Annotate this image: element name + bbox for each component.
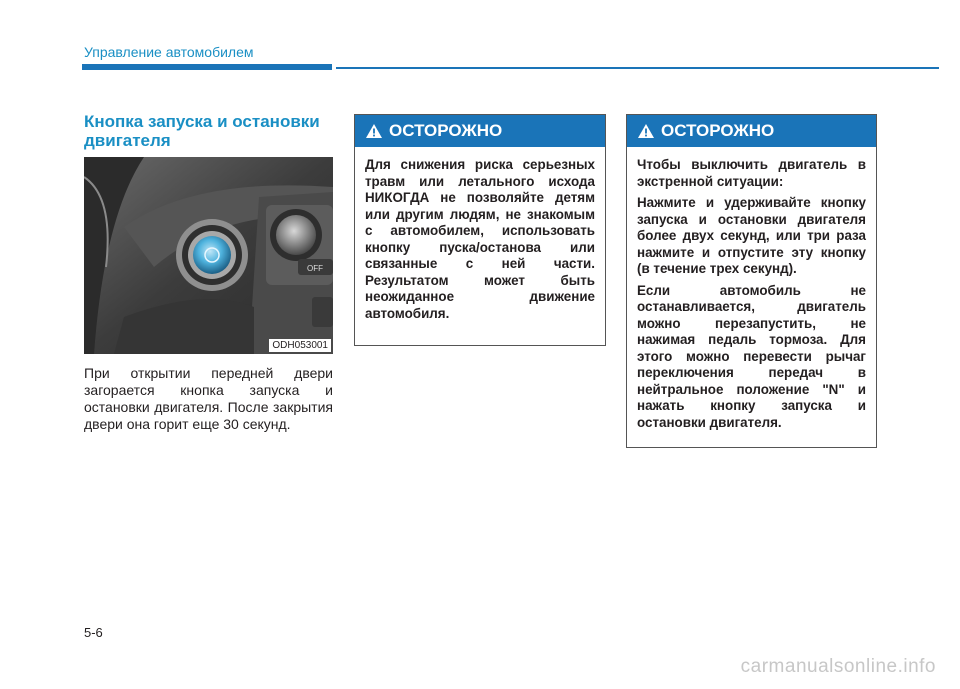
warning-header — [355, 115, 605, 147]
warning-paragraph: Для снижения риска серьезных травм или летального исхода НИКОГДА не позволяйте детям или другим людям, не знакомым с автомобилем, использовать кнопку пуска/останова или связанные с ней части. Результатом может быть неожиданное движение автомобиля. — [365, 157, 595, 321]
warning-body — [355, 147, 605, 330]
page-number: 5-6 — [84, 625, 103, 640]
warning-box-children — [354, 114, 606, 346]
chapter-title: Управление автомобилем — [84, 44, 254, 60]
warning-triangle-icon — [637, 123, 655, 139]
warning-title: ОСТОРОЖНО — [389, 121, 503, 140]
warning-title: ОСТОРОЖНО — [661, 121, 775, 140]
warning-triangle-icon — [365, 123, 383, 139]
section-body-text: При открытии передней двери загорается кнопка запуска и остановки двигателя. После закрытия двери она горит еще 30 секунд. — [84, 365, 333, 432]
header-rule-thick — [82, 64, 332, 70]
warning-box-emergency-stop — [626, 114, 877, 448]
header-rule-thin — [336, 67, 939, 69]
watermark: carmanualsonline.info — [740, 656, 936, 677]
dashboard-illustration — [84, 157, 333, 354]
warning-header — [627, 115, 876, 147]
start-stop-button-photo — [84, 157, 333, 354]
warning-paragraph: Чтобы выключить двигатель в экстренной ситуации: — [637, 157, 866, 189]
off-button-label: OFF — [307, 264, 323, 273]
warning-paragraph: Если автомобиль не останавливается, двигатель можно перезапустить, не нажимая педаль тормоза. Для этого можно перевести рычаг переключения передач в нейтральное положение "N" и нажать кнопку запуска и остановки двигателя. — [637, 282, 866, 430]
section-title: Кнопка запуска и остановки двигателя — [84, 112, 320, 150]
warning-body — [627, 147, 876, 439]
photo-code: ODH053001 — [269, 339, 331, 352]
warning-paragraph: Нажмите и удерживайте кнопку запуска и остановки двигателя более двух секунд, или три раза нажмите и отпустите эту кнопку (в течение трех секунд). — [637, 195, 866, 276]
